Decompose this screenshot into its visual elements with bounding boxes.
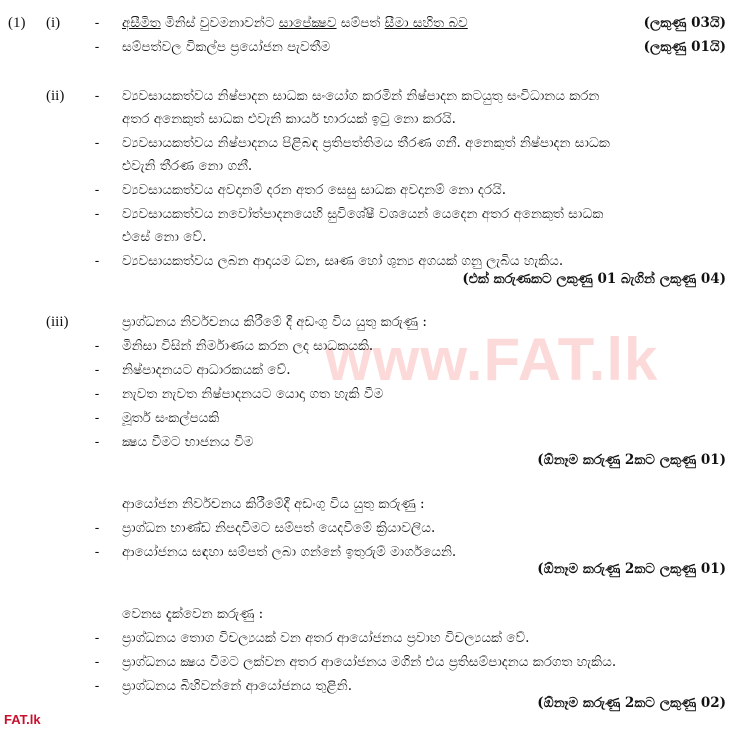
dash: - bbox=[94, 15, 100, 31]
difference-marks: (ඕනෑම කරුණු 2කට ලකුණු 02) bbox=[537, 695, 726, 711]
difference-item-2: ප්‍රාග්ධනය ක්‍ෂය වීමට ලක්වන අතර ආයෝජනය මගින් එය ප්‍රතිසම්පාදනය කරගත හැකිය. bbox=[122, 654, 617, 670]
part-ii-item-4-line-1: ව්‍යවසායකත්වය නවෝත්පාදනයෙහි සුවිශේෂී වශයෙන් යෙදෙන අතර අනෙකුත් සාධක bbox=[122, 206, 604, 222]
part-ii-item-1-line-2: අතර අනෙකුත් සාධක එවැනි කාර්ය භාරයක් ඉටු නො කරයි. bbox=[122, 111, 456, 127]
investment-item-1: ප්‍රාග්ධන භාණ්ඩ නිපදවීමට සම්පත් යෙදවීමේ ක්‍රියාවලිය. bbox=[122, 520, 436, 536]
part-ii-item-1-line-1: ව්‍යවසායකත්වය නිෂ්පාදන සාධක සංයෝග කරමින් නිෂ්පාදන කටයුතු සංවිධානය කරන bbox=[122, 88, 600, 104]
part-ii-item-2-line-1: ව්‍යවසායකත්වය නිෂ්පාදනය පිළිබඳ ප්‍රතිපත්තිමය තීරණ ගනී. අනෙකුත් නිෂ්පාදන සාධක bbox=[122, 135, 610, 151]
dash: - bbox=[94, 410, 100, 426]
part-i-point-2: සම්පත්වල විකල්ප ප්‍රයෝජන පැවතීම bbox=[122, 39, 331, 55]
dash: - bbox=[94, 654, 100, 670]
part-ii-item-4-line-2: එසේ නො වේ. bbox=[122, 229, 207, 245]
part-ii-item-5: ව්‍යවසායකත්වය ලබන ආදායම ධන, සෘණ හෝ ශුන්‍ය අගයක් ගනු ලැබිය හැකිය. bbox=[122, 253, 564, 269]
capital-item-2: නිෂ්පාදනයට ආධාරකයක් වේ. bbox=[122, 362, 291, 378]
question-number: (1) bbox=[8, 15, 26, 31]
dash: - bbox=[94, 678, 100, 694]
dash: - bbox=[94, 520, 100, 536]
difference-item-1: ප්‍රාග්ධනය තොග විචල්‍යයක් වන අතර ආයෝජනය ප්‍රවාහ විචල්‍යයක් වේ. bbox=[122, 630, 530, 646]
dash: - bbox=[94, 88, 100, 104]
watermark: www.FAT.lk bbox=[325, 326, 659, 393]
part-i-label: (i) bbox=[46, 15, 61, 31]
dash: - bbox=[94, 182, 100, 198]
underlined-text: සාපේක්‍ෂව bbox=[278, 15, 337, 31]
part-iii-label: (iii) bbox=[46, 314, 69, 330]
underlined-text: සීමා සහිත බව bbox=[384, 15, 468, 31]
capital-heading: ප්‍රාග්ධනය නිර්වචනය කිරීමේ දී අඩංගු විය යුතු කරුණු : bbox=[122, 314, 427, 330]
capital-marks: (ඕනෑම කරුණු 2කට ලකුණු 01) bbox=[537, 452, 726, 468]
footer-logo[interactable]: FAT.lk bbox=[4, 712, 41, 727]
part-ii-item-2-line-2: එවැනි තීරණ නො ගනී. bbox=[122, 158, 253, 174]
capital-item-3: නැවත නැවත නිෂ්පාදනයට යොදා ගත හැකි වීම bbox=[122, 386, 384, 402]
dash: - bbox=[94, 630, 100, 646]
dash: - bbox=[94, 544, 100, 560]
investment-marks: (ඕනෑම කරුණු 2කට ලකුණු 01) bbox=[537, 561, 726, 577]
dash: - bbox=[94, 386, 100, 402]
capital-item-5: ක්‍ෂය වීමට භාජනය වීම bbox=[122, 434, 254, 450]
underlined-text: අසීමිත bbox=[122, 15, 161, 31]
part-ii-marks: (එක් කරුණකට ලකුණු 01 බැගින් ලකුණු 04) bbox=[462, 271, 726, 287]
dash: - bbox=[94, 39, 100, 55]
dash: - bbox=[94, 338, 100, 354]
part-ii-item-3: ව්‍යවසායකත්වය අවදානම් දරන අතර සෙසු සාධක අවදානම් නො දරයි. bbox=[122, 182, 507, 198]
part-i-point-1 bbox=[122, 14, 468, 32]
part-ii-label: (ii) bbox=[46, 88, 65, 104]
difference-item-3: ප්‍රාග්ධනය බිහිවන්නේ ආයෝජනය තුළිනි. bbox=[122, 678, 352, 694]
investment-item-2: ආයෝජනය සඳහා සම්පත් ලබා ගන්නේ ඉතුරුම් මාර්ගයෙනි. bbox=[122, 544, 457, 560]
part-i-marks-2: (ලකුණු 01යි) bbox=[643, 39, 726, 55]
dash: - bbox=[94, 434, 100, 450]
capital-item-1: මිනිසා විසින් නිර්මාණය කරන ලද සාධකයකි. bbox=[122, 338, 374, 354]
part-i-marks-1: (ලකුණු 03යි) bbox=[643, 15, 726, 31]
dash: - bbox=[94, 362, 100, 378]
difference-heading: වෙනස දැක්වෙන කරුණු : bbox=[122, 606, 264, 622]
dash: - bbox=[94, 253, 100, 269]
capital-item-4: මූර්ත සංකල්පයකි bbox=[122, 410, 220, 426]
dash: - bbox=[94, 206, 100, 222]
investment-heading: ආයෝජන නිර්වචනය කිරීමේදී අඩංගු විය යුතු කරුණු : bbox=[122, 496, 425, 512]
dash: - bbox=[94, 135, 100, 151]
text: සම්පත් bbox=[336, 15, 385, 31]
text: මිනිස් වුවමනාවන්ට bbox=[160, 15, 279, 31]
